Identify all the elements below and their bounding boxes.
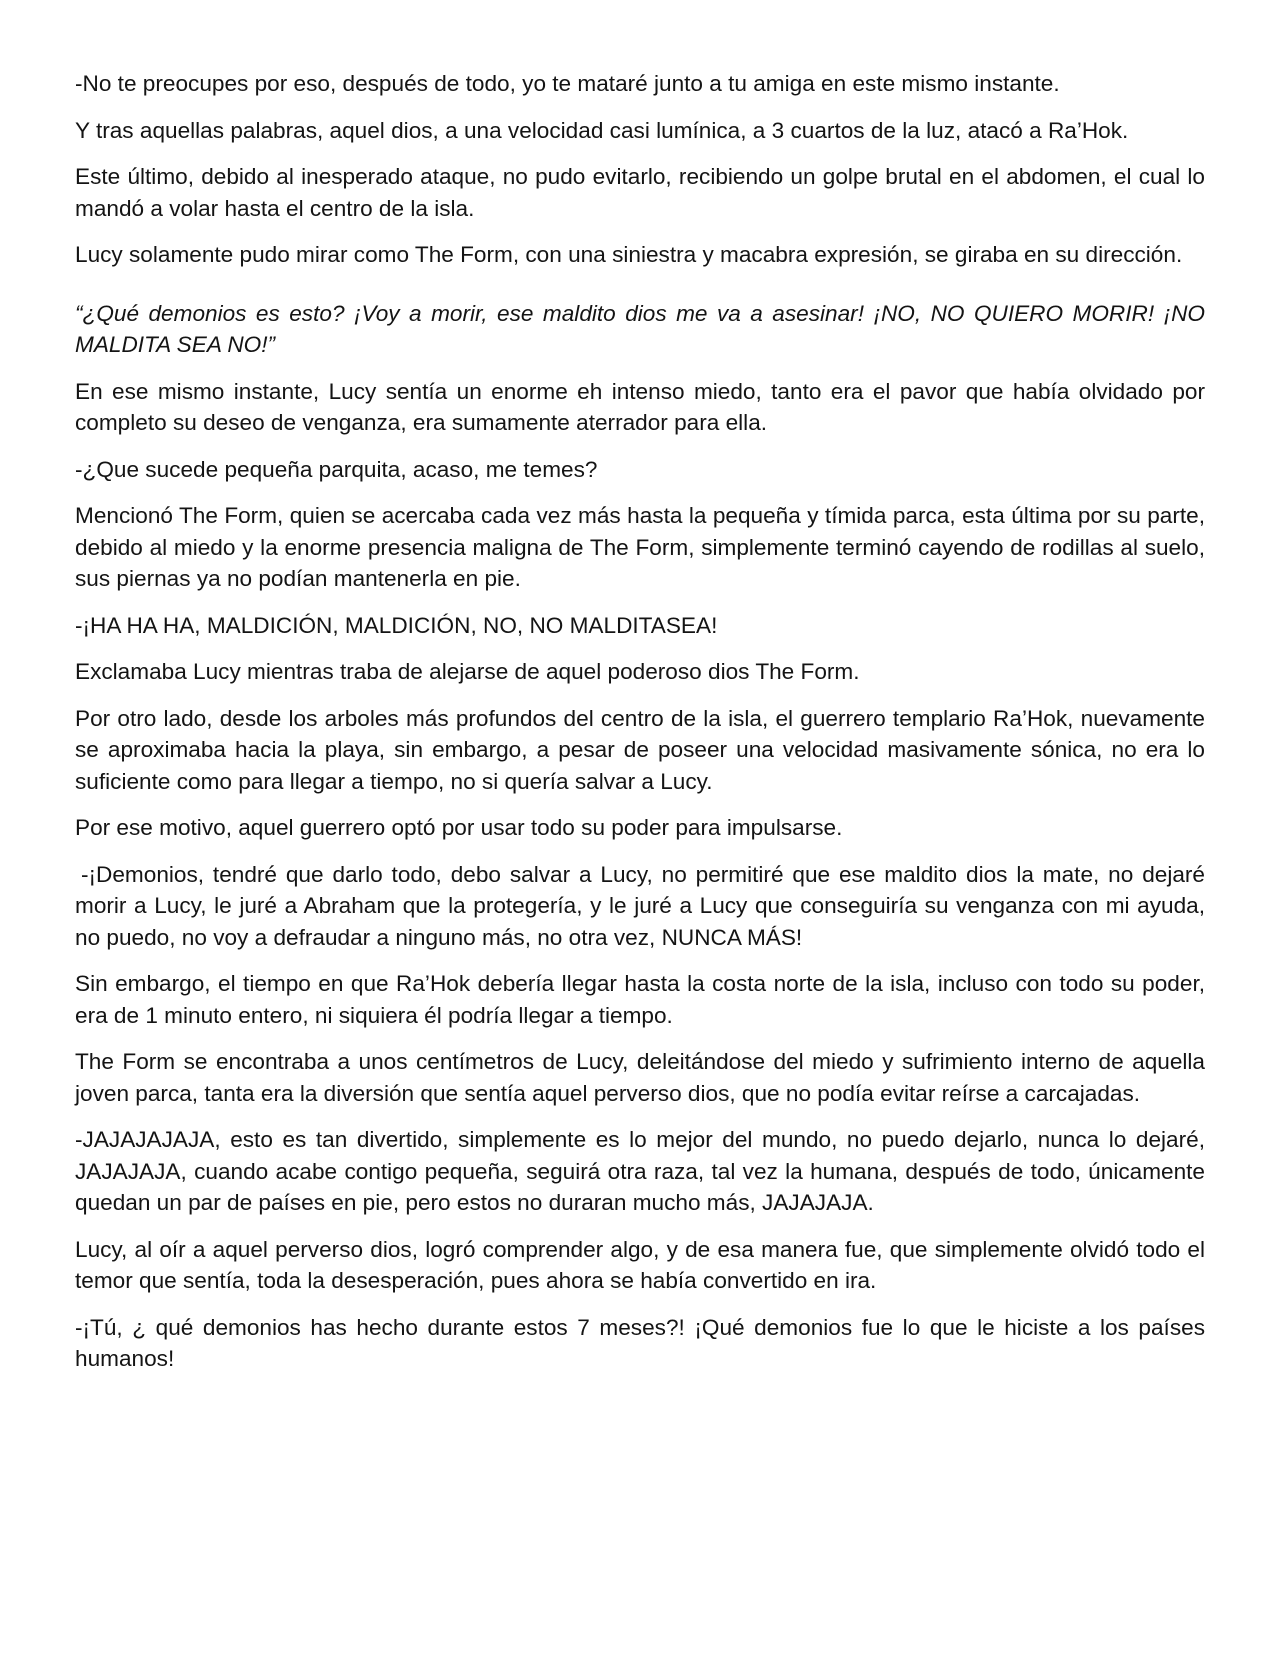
- narration-paragraph: Exclamaba Lucy mientras traba de alejarse de aquel poderoso dios The Form.: [75, 659, 860, 684]
- dialogue-paragraph: -¡Demonios, tendré que darlo todo, debo salvar a Lucy, no permitiré que ese maldito dios la mate, no dejaré morir a Lucy, le juré a Abraham que la protegería, y le juré a Lucy que conseguiría su venganza con mi ayuda, no puedo, no voy a defraudar a ninguno más, no otra vez, NUNCA MÁS!: [75, 861, 1205, 950]
- thought-paragraph: “¿Qué demonios es esto? ¡Voy a morir, ese maldito dios me va a asesinar! ¡NO, NO QUIERO MORIR! ¡NO MALDITA SEA NO!”: [75, 300, 1205, 357]
- narration-paragraph: Sin embargo, el tiempo en que Ra’Hok debería llegar hasta la costa norte de la isla, incluso con todo su poder, era de 1 minuto entero, ni siquiera él podría llegar a tiempo.: [75, 971, 1205, 1028]
- dialogue-paragraph: -¿Que sucede pequeña parquita, acaso, me temes?: [75, 456, 598, 482]
- narration-paragraph: Por otro lado, desde los arboles más profundos del centro de la isla, el guerrero templario Ra’Hok, nuevamente se aproximaba hacia la playa, sin embargo, a pesar de poseer una velocidad masivamente sónica, no era lo suficiente como para llegar a tiempo, no si quería salvar a Lucy.: [75, 705, 1205, 794]
- narration-paragraph: Lucy solamente pudo mirar como The Form, con una siniestra y macabra expresión, se giraba en su dirección.: [75, 242, 1183, 267]
- narration-paragraph: Lucy, al oír a aquel perverso dios, logró comprender algo, y de esa manera fue, que simplemente olvidó todo el temor que sentía, toda la desesperación, pues ahora se había convertido en ira.: [75, 1236, 1205, 1293]
- dialogue-paragraph: -JAJAJAJAJA, esto es tan divertido, simplemente es lo mejor del mundo, no puedo dejarlo, nunca lo dejaré, JAJAJAJA, cuando acabe contigo pequeña, seguirá otra raza, tal vez la humana, después de todo, únicamente quedan un par de países en pie, pero estos no duraran mucho más, JAJAJAJA.: [75, 1127, 1205, 1215]
- narration-paragraph: Y tras aquellas palabras, aquel dios, a una velocidad casi lumínica, a 3 cuartos de la luz, atacó a Ra’Hok.: [75, 117, 1129, 143]
- dialogue-paragraph: -¡Tú, ¿ qué demonios has hecho durante estos 7 meses?! ¡Qué demonios fue lo que le hiciste a los países humanos!: [75, 1314, 1205, 1371]
- narration-paragraph: Mencionó The Form, quien se acercaba cada vez más hasta la pequeña y tímida parca, esta última por su parte, debido al miedo y la enorme presencia maligna de The Form, simplemente terminó cayendo de rodillas al suelo, sus piernas ya no podían mantenerla en pie.: [75, 503, 1205, 591]
- narration-paragraph: En ese mismo instante, Lucy sentía un enorme eh intenso miedo, tanto era el pavor que había olvidado por completo su deseo de venganza, era sumamente aterrador para ella.: [75, 378, 1205, 435]
- narration-paragraph: Por ese motivo, aquel guerrero optó por usar todo su poder para impulsarse.: [75, 815, 843, 840]
- dialogue-paragraph: -¡HA HA HA, MALDICIÓN, MALDICIÓN, NO, NO MALDITASEA!: [75, 612, 718, 638]
- narration-paragraph: Este último, debido al inesperado ataque, no pudo evitarlo, recibiendo un golpe brutal en el abdomen, el cual lo mandó a volar hasta el centro de la isla.: [75, 164, 1205, 221]
- narration-paragraph: The Form se encontraba a unos centímetros de Lucy, deleitándose del miedo y sufrimiento interno de aquella joven parca, tanta era la diversión que sentía aquel perverso dios, que no podía evitar reírse a carcajadas.: [75, 1049, 1205, 1106]
- dialogue-paragraph: -No te preocupes por eso, después de todo, yo te mataré junto a tu amiga en este mismo instante.: [75, 71, 1060, 96]
- document-page: [75, 68, 1205, 1390]
